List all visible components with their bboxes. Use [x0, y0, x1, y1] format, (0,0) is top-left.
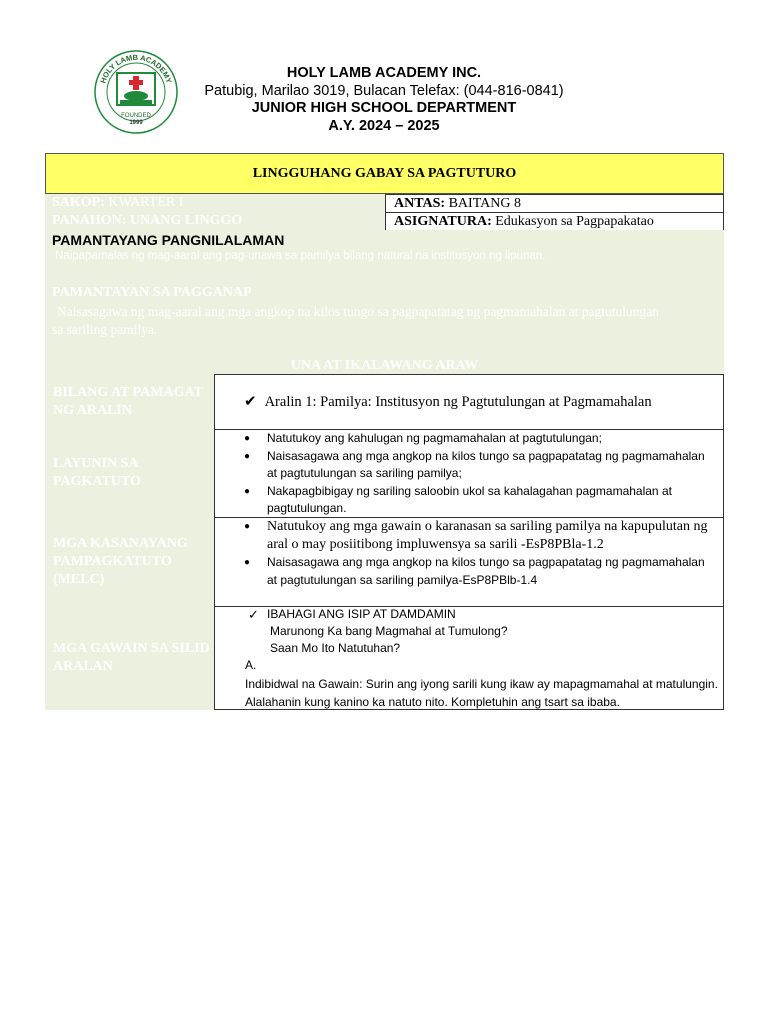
gawain-part-label: A.: [245, 658, 257, 672]
bullet-icon: ●: [244, 485, 251, 497]
panahon-label: PANAHON: UNANG LINGGO: [52, 213, 243, 228]
aralin-text: Aralin 1: Pamilya: Institusyon ng Pagtutulungan at Pagmamahalan: [264, 394, 652, 410]
school-logo-icon: [94, 50, 178, 134]
list-item: ● Nakapagbibigay ng sariling saloobin ukol sa kahalagahan pagmamahalan at pagtutulungan.: [244, 483, 672, 515]
bilang-label: BILANG AT PAMAGAT NG ARALIN: [45, 374, 214, 429]
pangnilalaman-text: Naipapamalas ng mag-aaral ang pag-unawa sa pamilya bilang natural na institusyon ng lipunan.: [55, 250, 546, 262]
asignatura-field: [385, 212, 724, 231]
gawain-cell: [214, 606, 724, 710]
layunin-list: [215, 430, 723, 518]
bullet-icon: ●: [244, 433, 251, 444]
pangnilalaman-heading: PAMANTAYANG PANGNILALAMAN: [52, 232, 285, 248]
svg-text:1999: 1999: [129, 120, 143, 126]
department-name: JUNIOR HIGH SCHOOL DEPARTMENT: [251, 100, 517, 116]
document-title: LINGGUHANG GABAY SA PAGTUTURO: [45, 153, 724, 194]
panahon-field: [45, 212, 385, 230]
gawain-instructions: Indibidwal na Gawain: Surin ang iyong sarili kung ikaw ay mapagmamahal at matulungin. Alalahanin kung kanino ka natuto nito. Kompletuhin ang tsart sa ibaba.: [245, 677, 718, 709]
day-heading: UNA AT IKALAWANG ARAW: [45, 357, 724, 374]
gawain-label: MGA GAWAIN SA SILID ARALAN: [45, 606, 214, 710]
layunin-cell: [214, 429, 724, 518]
antas-field: [385, 194, 724, 213]
asignatura-value: Edukasyon sa Pagpapakatao: [495, 214, 654, 229]
bullet-icon: ●: [244, 557, 251, 568]
list-item: ● Natutukoy ang kahulugan ng pagmamahalan at pagtutulungan;: [215, 430, 723, 448]
school-year: A.Y. 2024 – 2025: [328, 118, 440, 134]
list-item: ● Naisasagawa ang mga angkop na kilos tungo sa pagpapatatag ng pagmamahalan at pagtutulungan sa sariling pamilya;: [244, 448, 705, 480]
antas-label: ANTAS:: [394, 196, 446, 211]
bullet-icon: ●: [244, 521, 251, 532]
asignatura-label: ASIGNATURA:: [394, 214, 492, 229]
sakop-label: SAKOP:: [52, 195, 105, 210]
sakop-field: [45, 194, 385, 212]
sakop-value: KWARTER I: [108, 195, 184, 210]
standards-section: [45, 230, 724, 357]
pagganap-text: Naisasagawa ng mag-aaral ang mga angkop na kilos tungo sa pagpapatatag ng pagmamahalan at pagtutulungan sa sariling pamilya.: [52, 304, 660, 337]
antas-value: BAITANG 8: [448, 196, 521, 211]
bullet-icon: ●: [244, 450, 251, 462]
aralin-title: [244, 392, 652, 411]
check-icon: ✓: [248, 607, 259, 622]
gawain-question-2: Saan Mo Ito Natutuhan?: [270, 641, 401, 655]
list-item: ● Natutukoy ang mga gawain o karanasan sa sariling pamilya na kapupulutan ng aral o may posiitibong impluwensya sa sarili -EsP8PBla-1.2: [244, 519, 708, 552]
check-icon: ✔: [244, 394, 257, 410]
list-item: ● Naisasagawa ang mga angkop na kilos tungo sa pagpapatatag ng pagmamahalan at pagtutulungan sa sariling pamilya-EsP8PBlb-1.4: [244, 555, 705, 587]
gawain-heading: IBAHAGI ANG ISIP AT DAMDAMIN: [267, 607, 456, 621]
aralin-cell: [214, 374, 724, 430]
school-name: HOLY LAMB ACADEMY INC.: [286, 65, 482, 81]
melc-label: MGA KASANAYANG PAMPAGKATUTO (MELC): [45, 517, 214, 606]
layunin-label: LAYUNIN SA PAGKATUTO: [45, 429, 214, 517]
melc-cell: [214, 517, 724, 607]
pagganap-heading: PAMANTAYAN SA PAGGANAP: [52, 285, 252, 300]
melc-list: [215, 518, 723, 589]
gawain-question-1: Marunong Ka bang Magmahal at Tumulong?: [270, 624, 508, 638]
school-address: Patubig, Marilao 3019, Bulacan Telefax: (044-816-0841): [204, 83, 564, 99]
svg-text:FOUNDED: FOUNDED: [121, 113, 151, 119]
svg-text:HOLY LAMB ACADEMY: HOLY LAMB ACADEMY: [98, 52, 174, 85]
